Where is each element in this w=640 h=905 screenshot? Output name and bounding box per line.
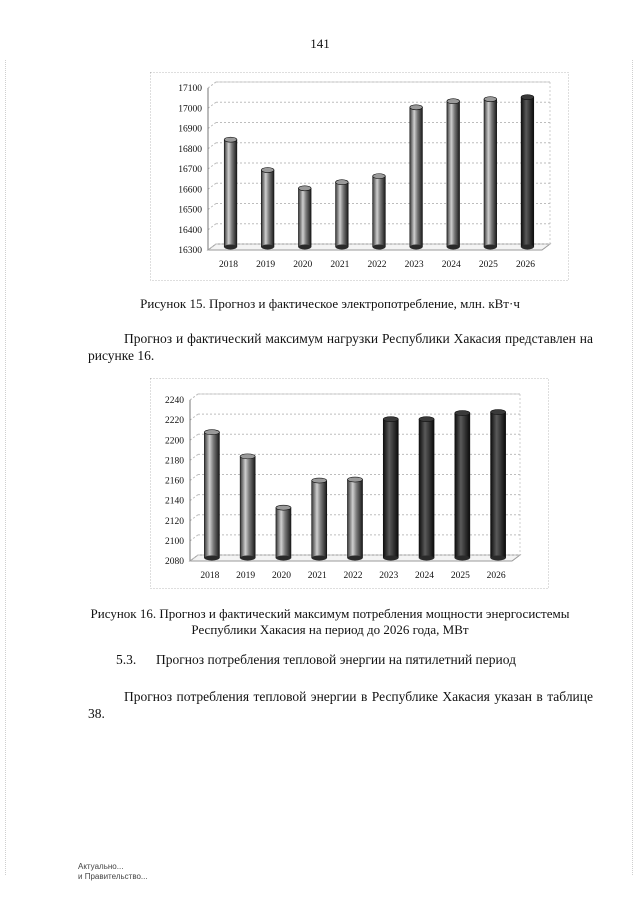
- figure-16-caption: [60, 606, 600, 638]
- figure-16-caption-line1: Рисунок 16. Прогноз и фактический максимум потребления мощности энергосистемы: [90, 606, 570, 621]
- bar: [455, 411, 470, 561]
- bar-base: [410, 245, 423, 250]
- bar-top: [336, 180, 349, 185]
- x-tick-label: 2018: [219, 260, 239, 270]
- bar-base: [521, 245, 534, 250]
- footer-stamp-line1: Aктуально...: [78, 862, 124, 871]
- bar-top: [204, 430, 219, 435]
- chart-16-svg: [150, 378, 550, 590]
- bar: [224, 137, 237, 249]
- bar-body: [347, 480, 362, 558]
- electricity-consumption-chart: [150, 72, 570, 282]
- page-number: 141: [310, 36, 330, 51]
- bar-body: [491, 412, 506, 558]
- bar-top: [298, 186, 311, 191]
- y-tick-label: 16900: [178, 124, 202, 135]
- y-tick-label: 16300: [178, 246, 202, 256]
- bar-top: [347, 477, 362, 482]
- bar-base: [298, 245, 311, 250]
- bar-body: [336, 182, 349, 247]
- x-tick-label: 2025: [478, 260, 498, 270]
- bar-top: [521, 95, 534, 100]
- bar-top: [419, 417, 434, 422]
- bar: [521, 95, 534, 250]
- bar: [298, 186, 311, 250]
- bar-top: [455, 411, 470, 416]
- grid-edge: [190, 475, 198, 481]
- bar-base: [240, 556, 255, 561]
- x-tick-label: 2022: [343, 571, 363, 581]
- grid-edge: [208, 163, 216, 169]
- footer-stamp-line2: и Правительство...: [78, 872, 148, 881]
- x-tick-label: 2024: [415, 571, 435, 581]
- y-tick-label: 2180: [165, 456, 184, 467]
- x-tick-label: 2018: [200, 571, 220, 581]
- bar-base: [383, 556, 398, 561]
- chart-15-svg: [150, 72, 570, 282]
- bar: [419, 417, 434, 561]
- y-tick-label: 2140: [165, 496, 184, 507]
- bar-body: [373, 176, 386, 247]
- bar: [347, 477, 362, 560]
- grid-edge: [190, 454, 198, 460]
- bar-base: [224, 245, 237, 250]
- grid-edge: [190, 515, 198, 521]
- bar-body: [261, 170, 274, 247]
- bar: [410, 105, 423, 250]
- bar-body: [298, 188, 311, 247]
- section-number: 5.3.: [116, 652, 137, 667]
- peak-load-chart: [150, 378, 550, 590]
- grid-edge: [190, 414, 198, 420]
- x-tick-label: 2024: [441, 260, 461, 270]
- grid-edge: [208, 183, 216, 189]
- bar-body: [240, 456, 255, 558]
- scan-edge-left: [5, 60, 7, 875]
- bar-base: [455, 556, 470, 561]
- bar-top: [312, 478, 327, 483]
- footer-stamp: [78, 862, 148, 882]
- intro-paragraph: Прогноз и фактический максимум нагрузки Республики Хакасия представлен на рисунке 16.: [88, 331, 593, 363]
- bar-top: [447, 99, 460, 104]
- bar: [312, 478, 327, 560]
- grid-edge: [190, 495, 198, 501]
- bar-body: [224, 140, 237, 247]
- x-tick-label: 2026: [515, 260, 535, 270]
- bar-body: [383, 419, 398, 558]
- scan-edge-right: [632, 60, 634, 875]
- x-tick-label: 2021: [330, 260, 350, 270]
- x-tick-label: 2021: [307, 571, 327, 581]
- bar-body: [455, 413, 470, 558]
- bar: [383, 417, 398, 561]
- x-tick-label: 2026: [486, 571, 506, 581]
- bar-base: [484, 245, 497, 250]
- bar-top: [383, 417, 398, 422]
- bar-base: [347, 556, 362, 561]
- x-tick-label: 2023: [379, 571, 399, 581]
- bar-body: [419, 419, 434, 558]
- bar-base: [419, 556, 434, 561]
- bar-body: [276, 508, 291, 558]
- bar-base: [261, 245, 274, 250]
- x-tick-label: 2022: [367, 260, 387, 270]
- grid-edge: [190, 434, 198, 440]
- grid-edge: [208, 204, 216, 210]
- x-tick-label: 2019: [236, 571, 256, 581]
- bar-body: [410, 107, 423, 247]
- bar: [261, 168, 274, 250]
- grid-edge: [190, 394, 198, 400]
- y-tick-label: 2080: [165, 557, 184, 567]
- bar-base: [204, 556, 219, 561]
- bar: [447, 99, 460, 250]
- bar-top: [491, 410, 506, 415]
- bar-base: [373, 245, 386, 250]
- y-tick-label: 16500: [178, 205, 202, 216]
- y-tick-label: 16400: [178, 225, 202, 236]
- closing-paragraph: Прогноз потребления тепловой энергии в Республике Хакасия указан в таблице 38.: [88, 689, 593, 721]
- bar-base: [447, 245, 460, 250]
- y-tick-label: 16600: [178, 185, 202, 196]
- bar-top: [276, 505, 291, 510]
- y-tick-label: 17100: [178, 84, 202, 94]
- bar-top: [261, 168, 274, 173]
- y-tick-label: 2120: [165, 516, 184, 527]
- bar-base: [276, 556, 291, 561]
- bar: [276, 505, 291, 560]
- bar: [373, 174, 386, 250]
- x-tick-label: 2023: [404, 260, 424, 270]
- y-tick-label: 2240: [165, 396, 184, 406]
- grid-edge: [208, 123, 216, 129]
- bar-body: [204, 432, 219, 558]
- bar: [240, 454, 255, 561]
- grid-edge: [190, 535, 198, 541]
- y-tick-label: 2220: [165, 416, 184, 427]
- bar-body: [521, 97, 534, 247]
- figure-16-caption-line2: Республики Хакасия на период до 2026 года, МВт: [191, 622, 469, 637]
- grid-edge: [208, 143, 216, 149]
- x-tick-label: 2020: [293, 260, 313, 270]
- bar-body: [312, 481, 327, 558]
- bar-top: [410, 105, 423, 110]
- bar-top: [484, 97, 497, 102]
- y-tick-label: 16800: [178, 144, 202, 155]
- y-tick-label: 2100: [165, 536, 184, 547]
- bar: [484, 97, 497, 250]
- bar-top: [373, 174, 386, 179]
- bar-base: [336, 245, 349, 250]
- y-tick-label: 2160: [165, 476, 184, 487]
- x-tick-label: 2019: [256, 260, 276, 270]
- bar: [336, 180, 349, 250]
- bar-body: [447, 101, 460, 247]
- bar: [204, 430, 219, 561]
- y-tick-label: 2200: [165, 436, 184, 447]
- bar-top: [240, 454, 255, 459]
- section-title: Прогноз потребления тепловой энергии на пятилетний период: [156, 652, 516, 667]
- y-tick-label: 17000: [178, 104, 202, 115]
- grid-edge: [208, 82, 216, 88]
- bar-base: [491, 556, 506, 561]
- y-tick-label: 16700: [178, 165, 202, 175]
- bar-body: [484, 99, 497, 247]
- grid-edge: [208, 102, 216, 108]
- figure-15-caption: Рисунок 15. Прогноз и фактическое электропотребление, млн. кВт·ч: [140, 296, 520, 311]
- bar-top: [224, 137, 237, 142]
- x-tick-label: 2025: [450, 571, 470, 581]
- grid-edge: [208, 224, 216, 230]
- x-tick-label: 2020: [271, 571, 291, 581]
- bar: [491, 410, 506, 561]
- section-heading: [116, 652, 516, 668]
- bar-base: [312, 556, 327, 561]
